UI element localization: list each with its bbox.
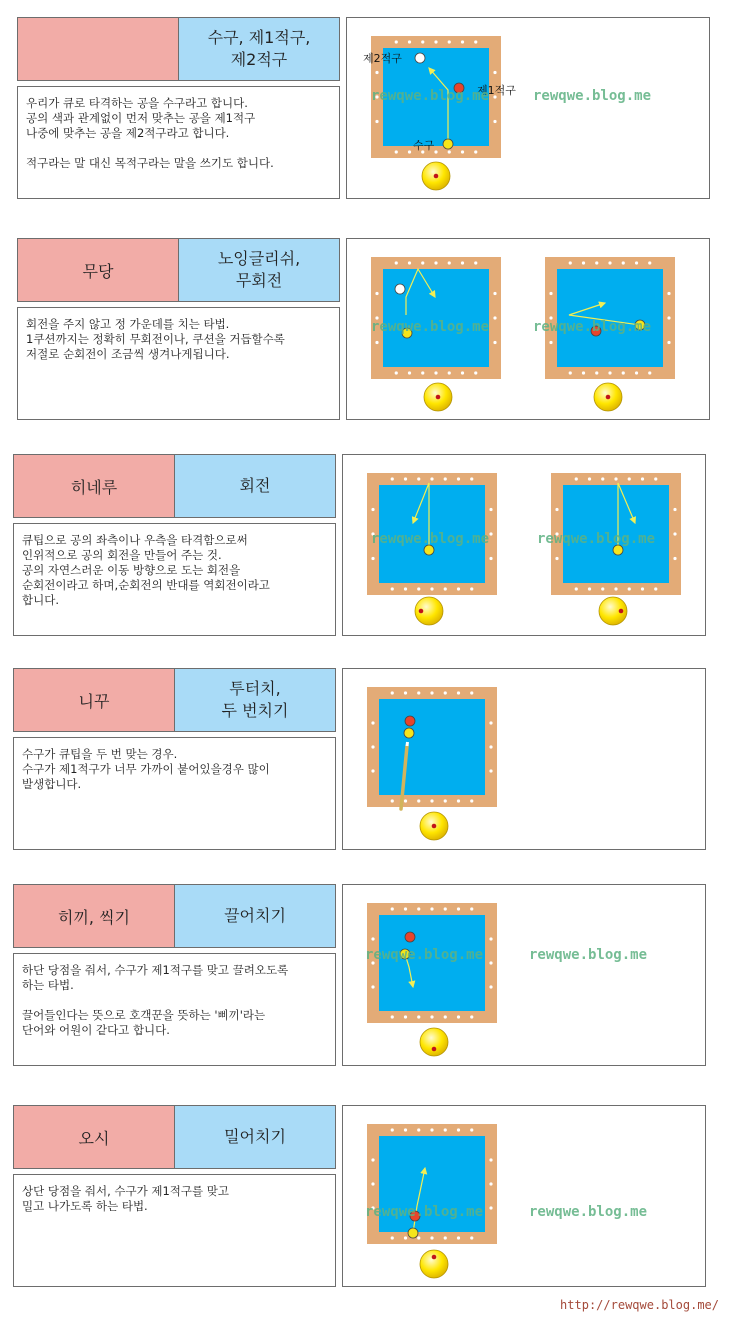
diamond-dot [470, 587, 473, 590]
diamond-dot [375, 341, 378, 344]
contact-point-dot [436, 395, 441, 400]
diamond-dot [575, 587, 578, 590]
table-felt [383, 269, 489, 367]
diamond-dot [461, 40, 464, 43]
billiard-table [367, 687, 497, 807]
diamond-dot [395, 40, 398, 43]
diamond-dot [430, 907, 433, 910]
diamond-dot [404, 1236, 407, 1239]
watermark-text: rewqwe.blog.me [371, 319, 490, 335]
diamond-dot [654, 587, 657, 590]
cue-ball-contact-diagram [420, 1250, 448, 1278]
diamond-dot [391, 587, 394, 590]
diamond-dot [549, 292, 552, 295]
diamond-dot [489, 721, 492, 724]
diamond-dot [667, 341, 670, 344]
diamond-dot [404, 1015, 407, 1018]
diamond-dot [457, 799, 460, 802]
diamond-dot [421, 40, 424, 43]
diamond-dot [474, 40, 477, 43]
watermark-text: rewqwe.blog.me [537, 531, 656, 547]
diamond-dot [493, 341, 496, 344]
diamond-dot [489, 769, 492, 772]
diamond-dot [673, 508, 676, 511]
diamond-dot [408, 150, 411, 153]
diamond-dot [493, 316, 496, 319]
diamond-dot [635, 261, 638, 264]
diamond-dot [569, 371, 572, 374]
description-box: 우리가 큐로 타격하는 공을 수구라고 합니다. 공의 색과 관계없이 먼저 맞추는 공을 제1적구 나중에 맞추는 공을 제2적구라고 합니다. 적구라는 말 대신 목적구라는 말을 쓰기도 합니다. [17, 86, 340, 199]
diamond-dot [444, 907, 447, 910]
contact-point-dot [606, 395, 611, 400]
diamond-dot [417, 907, 420, 910]
diamond-dot [461, 261, 464, 264]
diamond-dot [404, 907, 407, 910]
diamond-dot [371, 1182, 374, 1185]
diamond-dot [417, 477, 420, 480]
diamond-dot [371, 937, 374, 940]
diamond-dot [582, 371, 585, 374]
diamond-dot [641, 587, 644, 590]
watermark-text: rewqwe.blog.me [371, 88, 490, 104]
object-ball [405, 716, 415, 726]
diamond-dot [489, 1158, 492, 1161]
diamond-dot [648, 261, 651, 264]
diamond-dot [622, 371, 625, 374]
diamond-dot [457, 1128, 460, 1131]
diamond-dot [601, 477, 604, 480]
diamond-dot [391, 1128, 394, 1131]
diamond-dot [648, 371, 651, 374]
diamond-dot [595, 261, 598, 264]
watermark-text: rewqwe.blog.me [529, 947, 648, 963]
diamond-dot [673, 557, 676, 560]
contact-point-dot [419, 609, 424, 614]
diamond-dot [444, 799, 447, 802]
diamond-dot [457, 691, 460, 694]
diamond-dot [444, 587, 447, 590]
diamond-dot [628, 477, 631, 480]
diamond-dot [375, 292, 378, 295]
japanese-term: 오시 [13, 1105, 175, 1169]
object-ball [405, 932, 415, 942]
cue-ball [404, 728, 414, 738]
diamond-dot [457, 1015, 460, 1018]
contact-point-dot [432, 1255, 437, 1260]
contact-point-dot [434, 174, 439, 179]
billiard-table [371, 257, 501, 379]
cue-tip [407, 742, 408, 746]
diamond-dot [470, 1236, 473, 1239]
diamond-dot [489, 508, 492, 511]
diamond-dot [667, 292, 670, 295]
diamond-dot [391, 1015, 394, 1018]
diamond-dot [434, 371, 437, 374]
diamond-dot [448, 150, 451, 153]
diamond-dot [489, 937, 492, 940]
cue-ball [443, 139, 453, 149]
diamond-dot [489, 532, 492, 535]
table-felt [557, 269, 663, 367]
diamond-dot [417, 799, 420, 802]
object-ball [395, 284, 405, 294]
diamond-dot [489, 557, 492, 560]
diamond-dot [391, 1236, 394, 1239]
diamond-dot [375, 120, 378, 123]
diamond-dot [408, 40, 411, 43]
diamond-dot [430, 799, 433, 802]
table-felt [379, 915, 485, 1011]
diamond-dot [421, 371, 424, 374]
diamond-dot [395, 261, 398, 264]
diamond-dot [575, 477, 578, 480]
diamond-dot [421, 261, 424, 264]
diagram-panel [342, 884, 706, 1066]
diamond-dot [673, 532, 676, 535]
diamond-dot [608, 371, 611, 374]
contact-point-dot [619, 609, 624, 614]
diamond-dot [608, 261, 611, 264]
diagram-svg [347, 18, 709, 198]
contact-point-dot [432, 1047, 437, 1052]
korean-term: 회전 [174, 454, 336, 518]
diagram-panel [342, 668, 706, 850]
diamond-dot [448, 40, 451, 43]
diamond-dot [582, 261, 585, 264]
table-felt [379, 699, 485, 795]
diamond-dot [470, 691, 473, 694]
japanese-term: 히끼, 씩기 [13, 884, 175, 948]
diamond-dot [430, 477, 433, 480]
korean-term: 밀어치기 [174, 1105, 336, 1169]
watermark-text: rewqwe.blog.me [371, 531, 490, 547]
diamond-dot [434, 261, 437, 264]
diamond-dot [470, 1015, 473, 1018]
second-object-ball-label: 제2적구 [363, 52, 402, 65]
korean-term: 노잉글리쉬, 무회전 [178, 238, 340, 302]
diamond-dot [391, 691, 394, 694]
diamond-dot [430, 1015, 433, 1018]
diamond-dot [457, 1236, 460, 1239]
japanese-term: 히네루 [13, 454, 175, 518]
contact-point-dot [432, 824, 437, 829]
diamond-dot [417, 1128, 420, 1131]
diamond-dot [444, 1128, 447, 1131]
diamond-dot [569, 261, 572, 264]
diamond-dot [417, 1236, 420, 1239]
diamond-dot [461, 150, 464, 153]
diamond-dot [408, 371, 411, 374]
diamond-dot [470, 477, 473, 480]
diamond-dot [371, 557, 374, 560]
cue-ball [408, 1228, 418, 1238]
diamond-dot [614, 587, 617, 590]
diamond-dot [371, 721, 374, 724]
second-object-ball [415, 53, 425, 63]
diamond-dot [470, 799, 473, 802]
diamond-dot [404, 799, 407, 802]
diamond-dot [448, 261, 451, 264]
diamond-dot [395, 150, 398, 153]
diamond-dot [404, 1128, 407, 1131]
billiard-table [367, 903, 497, 1023]
diamond-dot [444, 1015, 447, 1018]
diamond-dot [444, 691, 447, 694]
diamond-dot [595, 371, 598, 374]
diamond-dot [474, 150, 477, 153]
diagram-panel [342, 1105, 706, 1287]
korean-term: 투터치, 두 번치기 [174, 668, 336, 732]
diagram-panel [342, 454, 706, 636]
diamond-dot [470, 1128, 473, 1131]
diamond-dot [641, 477, 644, 480]
watermark-text: rewqwe.blog.me [533, 319, 652, 335]
diamond-dot [404, 691, 407, 694]
cue-ball-contact-diagram [420, 1028, 448, 1056]
diamond-dot [417, 691, 420, 694]
diamond-dot [474, 371, 477, 374]
korean-term: 끌어치기 [174, 884, 336, 948]
diamond-dot [391, 907, 394, 910]
diamond-dot [474, 261, 477, 264]
diamond-dot [489, 961, 492, 964]
diamond-dot [434, 150, 437, 153]
diamond-dot [493, 120, 496, 123]
diamond-dot [371, 745, 374, 748]
billiard-table [545, 257, 675, 379]
diamond-dot [391, 477, 394, 480]
diamond-dot [457, 907, 460, 910]
diamond-dot [614, 477, 617, 480]
diagram-panel [346, 238, 710, 420]
diamond-dot [549, 341, 552, 344]
diamond-dot [404, 587, 407, 590]
diamond-dot [408, 261, 411, 264]
diagram-panel [346, 17, 710, 199]
diamond-dot [588, 477, 591, 480]
japanese-term: 니꾸 [13, 668, 175, 732]
diamond-dot [417, 587, 420, 590]
description-box: 큐팁으로 공의 좌측이나 우측을 타격함으로써 인위적으로 공의 회전을 만들어 주는 것. 공의 자연스러운 이동 방향으로 도는 회전을 순회전이라고 하며,순회전의 반대를 역회전이라고 합니다. [13, 523, 336, 636]
diagram-svg [343, 885, 705, 1065]
diamond-dot [430, 1236, 433, 1239]
first-object-ball-label: 제1적구 [477, 84, 516, 97]
cue-ball-label: 수구 [413, 139, 435, 152]
diamond-dot [628, 587, 631, 590]
diamond-dot [489, 1182, 492, 1185]
diamond-dot [371, 769, 374, 772]
diamond-dot [457, 587, 460, 590]
diamond-dot [667, 316, 670, 319]
diamond-dot [654, 477, 657, 480]
diagram-svg [343, 669, 705, 849]
diamond-dot [601, 587, 604, 590]
diamond-dot [375, 71, 378, 74]
diamond-dot [635, 371, 638, 374]
watermark-text: rewqwe.blog.me [365, 1204, 484, 1220]
diamond-dot [371, 1158, 374, 1161]
diamond-dot [371, 985, 374, 988]
diamond-dot [430, 1128, 433, 1131]
diamond-dot [457, 477, 460, 480]
watermark-text: rewqwe.blog.me [529, 1204, 648, 1220]
diamond-dot [622, 261, 625, 264]
diamond-dot [404, 477, 407, 480]
description-box: 수구가 큐팁을 두 번 맞는 경우. 수구가 제1적구가 너무 가까이 붙어있을경우 많이 발생합니다. [13, 737, 336, 850]
japanese-term [17, 17, 179, 81]
watermark-text: rewqwe.blog.me [365, 947, 484, 963]
diamond-dot [470, 907, 473, 910]
diamond-dot [430, 691, 433, 694]
description-box: 회전을 주지 않고 정 가운데를 치는 타법. 1쿠션까지는 정확히 무회전이나, 쿠션을 거듭할수록 저절로 순회전이 조금씩 생겨나게됩니다. [17, 307, 340, 420]
diamond-dot [430, 587, 433, 590]
watermark-text: rewqwe.blog.me [533, 88, 652, 104]
japanese-term: 무당 [17, 238, 179, 302]
diamond-dot [555, 508, 558, 511]
diamond-dot [555, 557, 558, 560]
diamond-dot [371, 508, 374, 511]
diamond-dot [391, 799, 394, 802]
diagram-svg [343, 1106, 705, 1286]
diamond-dot [434, 40, 437, 43]
diamond-dot [417, 1015, 420, 1018]
description-box: 상단 당점을 줘서, 수구가 제1적구를 맞고 밀고 나가도록 하는 타법. [13, 1174, 336, 1287]
diamond-dot [489, 745, 492, 748]
footer-url[interactable]: http://rewqwe.blog.me/ [560, 1298, 719, 1312]
diamond-dot [489, 1206, 492, 1209]
diamond-dot [444, 1236, 447, 1239]
description-box: 하단 당점을 줘서, 수구가 제1적구를 맞고 끌려오도록 하는 타법. 끌어들인다는 뜻으로 호객꾼을 뜻하는 '삐끼'라는 단어와 어원이 같다고 합니다. [13, 953, 336, 1066]
diamond-dot [493, 292, 496, 295]
diamond-dot [493, 71, 496, 74]
korean-term: 수구, 제1적구, 제2적구 [178, 17, 340, 81]
diamond-dot [489, 985, 492, 988]
billiard-table [367, 1124, 497, 1244]
diamond-dot [461, 371, 464, 374]
diamond-dot [448, 371, 451, 374]
diamond-dot [444, 477, 447, 480]
diamond-dot [395, 371, 398, 374]
diamond-dot [588, 587, 591, 590]
